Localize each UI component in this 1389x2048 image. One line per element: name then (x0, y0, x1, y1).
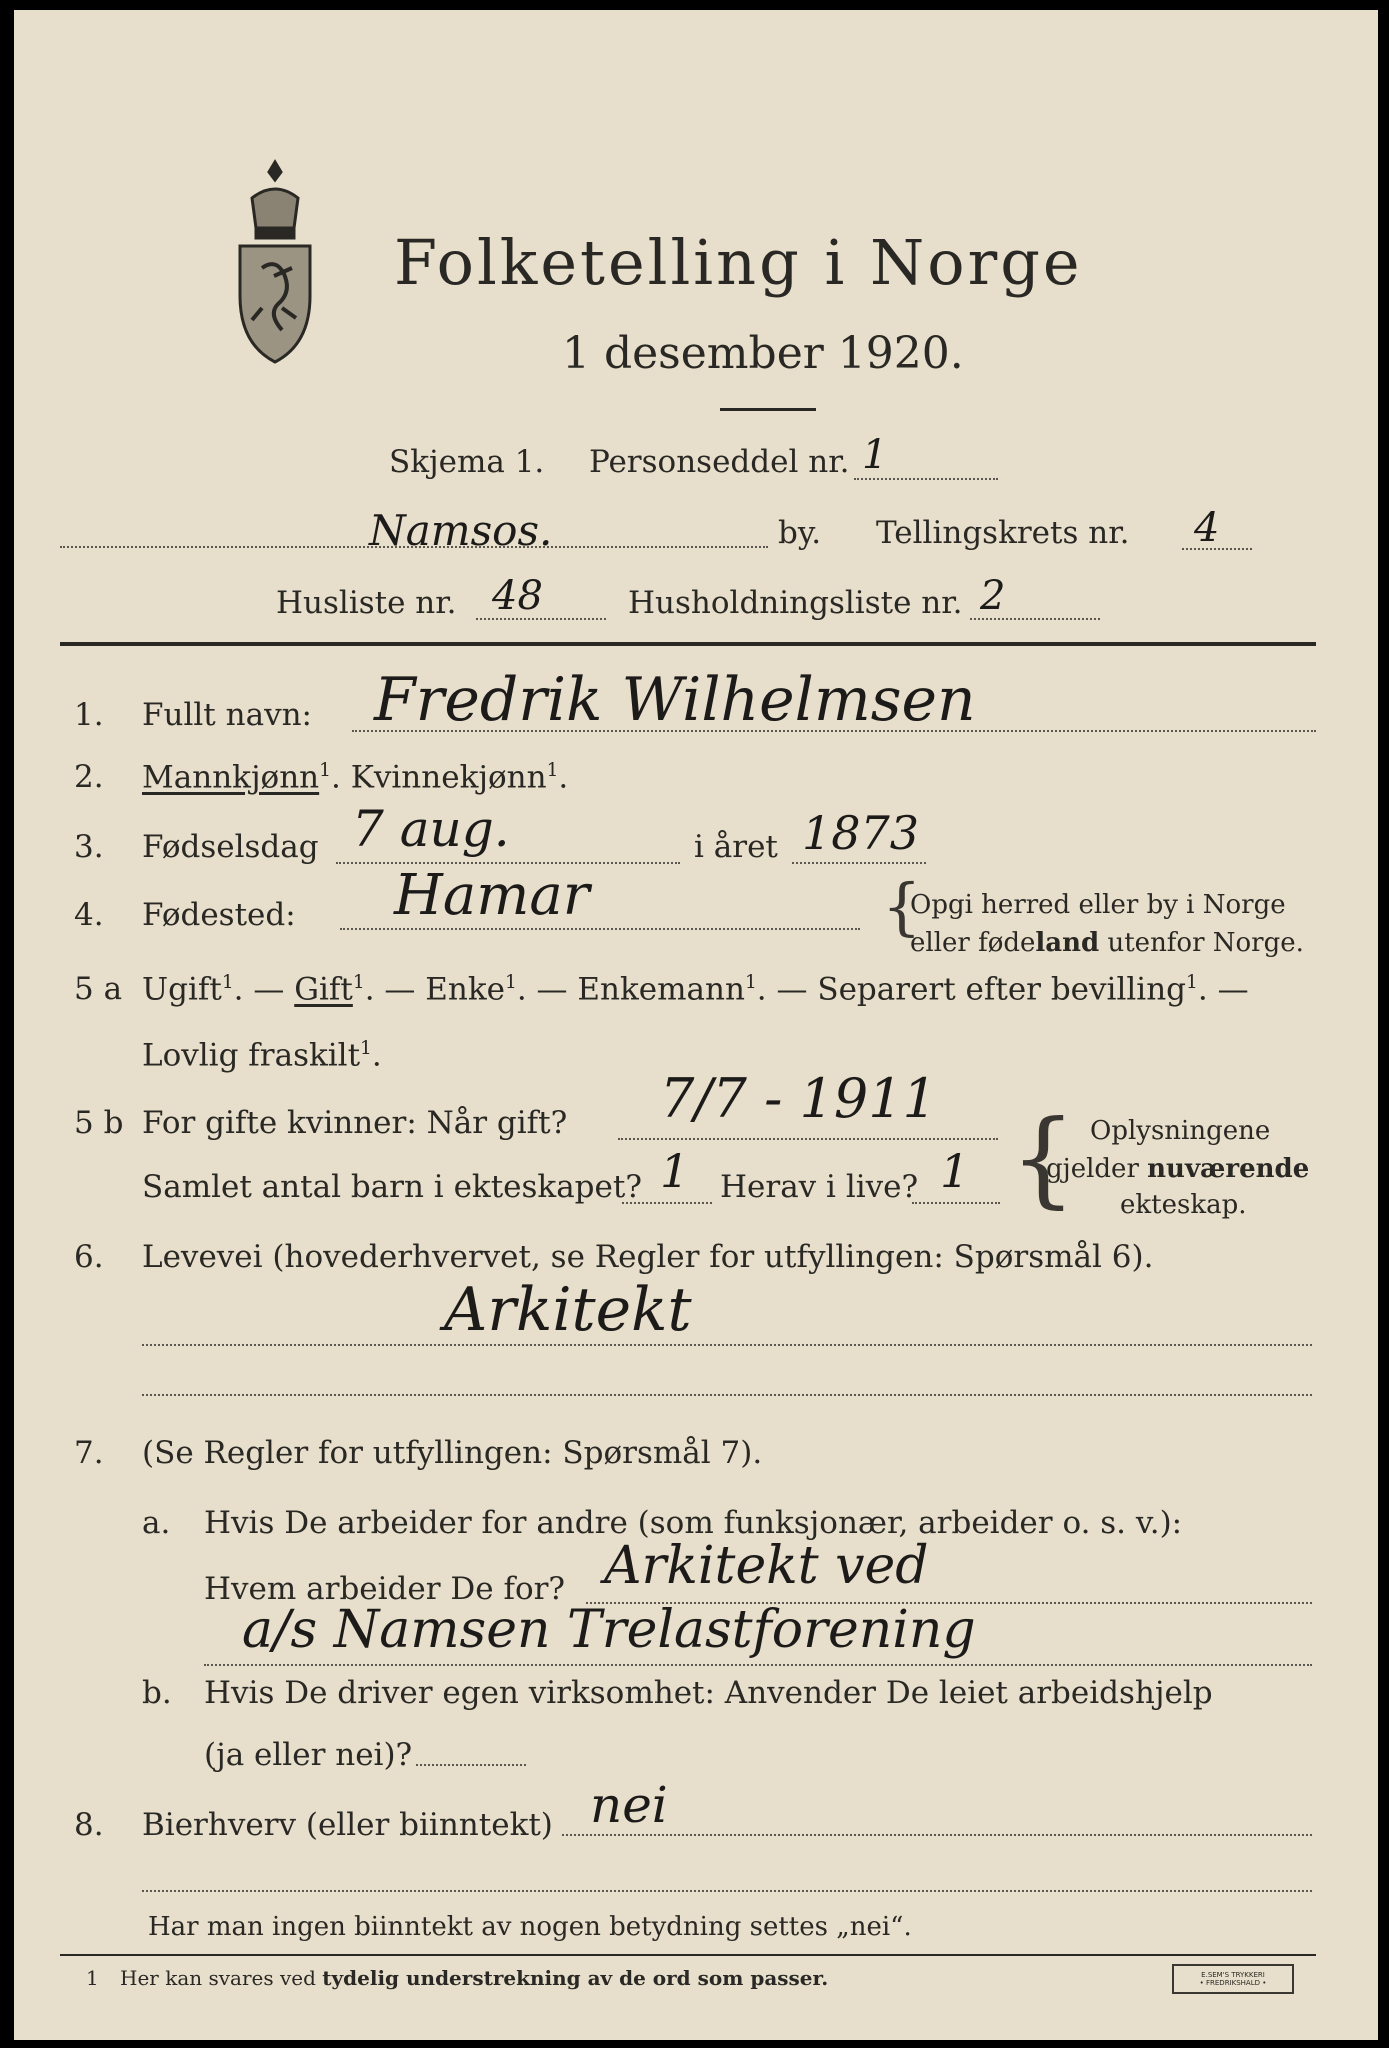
census-date: 1 desember 1920. (562, 328, 964, 379)
gender-female-option: Kvinnekjønn (350, 759, 547, 796)
q1-label: Fullt navn: (142, 697, 312, 733)
married-date-line (618, 1138, 998, 1140)
q6-label: Levevei (hovederhvervet, se Regler for utfyllingen: Spørsmål 6). (142, 1239, 1154, 1275)
footnote-text (120, 1968, 828, 1988)
personseddel-line (854, 478, 998, 480)
q5b-note2-b: nuværende (1147, 1154, 1310, 1184)
q4-number: 4. (74, 897, 104, 933)
q3-label: Fødselsdag (142, 829, 319, 865)
fraskilt-footnote: 1 (360, 1038, 372, 1059)
marital-enkemann: Enkemann (577, 971, 745, 1008)
marital-separert: Separert efter bevilling (817, 971, 1187, 1008)
employer-label: Hvem arbeider De for? (204, 1571, 566, 1607)
q2-options (142, 759, 569, 796)
q6-number: 6. (74, 1239, 104, 1275)
husliste-label: Husliste nr. (276, 585, 457, 621)
q8-label: Bierhverv (eller biinntekt) (142, 1807, 553, 1843)
q7a-text: Hvis De arbeider for andre (som funksjonær, arbeider o. s. v.): (204, 1505, 1183, 1541)
printer-stamp-line1: E.SEM'S TRYKKERI (1201, 1971, 1265, 1979)
q2-female-footnote: 1 (546, 760, 559, 781)
birth-year-line (792, 862, 926, 864)
q8-number: 8. (74, 1807, 104, 1843)
q4-note-c: utenfor Norge. (1099, 928, 1304, 958)
footnote-a: Her kan svares ved (120, 1966, 323, 1990)
tellingskrets-label: Tellingskrets nr. (876, 515, 1130, 551)
marital-options (142, 971, 1249, 1008)
q7-label: (Se Regler for utfyllingen: Spørsmål 7). (142, 1435, 763, 1471)
husholdning-label: Husholdningsliste nr. (628, 585, 963, 621)
q7b-text: Hvis De driver egen virksomhet: Anvender De leiet arbeidshjelp (204, 1675, 1213, 1711)
extra-line (142, 1890, 1312, 1892)
children-value: 1 (660, 1144, 690, 1198)
q5b-note-line1: Oplysningene (1090, 1116, 1271, 1146)
schema-label: Skjema 1. (389, 444, 545, 480)
q5b-label: For gifte kvinner: Når gift? (142, 1105, 568, 1141)
birth-year-value: 1873 (802, 806, 920, 860)
footer-rule (60, 1954, 1316, 1956)
q4-note-a: eller føde (910, 928, 1036, 958)
printer-stamp-line2: • FREDRIKSHALD • (1199, 1979, 1267, 1987)
header-rule (60, 642, 1316, 646)
alive-label: Herav i live? (720, 1169, 919, 1205)
married-date-value: 7/7 - 1911 (660, 1067, 937, 1130)
personseddel-value: 1 (862, 432, 888, 478)
children-label: Samlet antal barn i ekteskapet? (142, 1169, 642, 1205)
q4-brace: { (882, 870, 922, 943)
gift-footnote: 1 (352, 972, 365, 993)
q7b-text2: (ja eller nei)? (204, 1737, 413, 1773)
coat-of-arms-icon (222, 158, 328, 372)
sep-4: . — (756, 971, 818, 1008)
full-name-value: Fredrik Wilhelmsen (374, 665, 976, 735)
employer-line-2 (204, 1664, 1312, 1666)
q3-number: 3. (74, 829, 104, 865)
q2-female-dot: . (558, 759, 569, 796)
husholdning-line (970, 618, 1100, 620)
tellingskrets-line (1182, 548, 1252, 550)
birth-date-value: 7 aug. (352, 800, 510, 858)
footer-note: Har man ingen biinntekt av nogen betydning settes „nei“. (148, 1912, 912, 1942)
marital-ugift: Ugift (142, 971, 222, 1008)
sep-3: . — (516, 971, 578, 1008)
gender-male-option: Mannkjønn (142, 759, 320, 796)
husholdning-value: 2 (980, 573, 1006, 619)
marital-fraskilt-row: Lovlig fraskilt$^1$. (142, 1037, 382, 1074)
q4-label: Fødested: (142, 897, 296, 933)
q7a-letter: a. (142, 1505, 171, 1541)
q5b-note-line3: ekteskap. (1120, 1190, 1247, 1220)
q5b-brace: { (1010, 1097, 1077, 1219)
q2-male-footnote: 1 (319, 760, 331, 781)
occupation-line-1 (142, 1344, 1312, 1346)
q2-male-dot: . (331, 759, 341, 796)
title-divider (720, 408, 816, 411)
q5b-number: 5 b (74, 1105, 124, 1141)
employer-value-2: a/s Namsen Trelastforening (242, 1600, 976, 1660)
tellingskrets-value: 4 (1194, 505, 1220, 551)
footnote-b: tydelig understrekning av de ord som passer. (322, 1966, 829, 1990)
alive-line (912, 1202, 1000, 1204)
printer-stamp (1172, 1964, 1294, 1994)
q4-note-line2 (910, 930, 1304, 956)
sep-end: . — (1197, 971, 1249, 1008)
q5a-number: 5 a (74, 971, 123, 1007)
ugift-footnote: 1 (221, 972, 234, 993)
marital-enke: Enke (425, 971, 505, 1008)
side-income-line (562, 1834, 1312, 1836)
personseddel-label: Personseddel nr. (589, 444, 850, 480)
occupation-value: Arkitekt (444, 1275, 692, 1345)
full-name-line (352, 730, 1316, 732)
marital-fraskilt: Lovlig fraskilt (142, 1037, 361, 1074)
census-form (14, 10, 1378, 2040)
q4-note-b: land (1035, 928, 1100, 958)
q1-number: 1. (74, 697, 104, 733)
city-suffix: by. (778, 515, 822, 551)
q7b-letter: b. (142, 1675, 172, 1711)
q2-number: 2. (74, 759, 104, 795)
q4-note-line1: Opgi herred eller by i Norge (910, 890, 1286, 920)
footnote-mark: 1 (86, 1966, 99, 1990)
q5b-note2-a: gjelder (1046, 1154, 1148, 1184)
husliste-value: 48 (492, 573, 543, 619)
alive-value: 1 (940, 1144, 970, 1198)
occupation-line-2 (142, 1394, 1312, 1396)
hired-help-line (416, 1764, 526, 1766)
q5b-note-line2 (1046, 1156, 1309, 1182)
birth-place-line (340, 928, 860, 930)
husliste-line (476, 618, 606, 620)
enke-footnote: 1 (504, 972, 517, 993)
separert-footnote: 1 (1186, 972, 1198, 993)
sep-2: . — (364, 971, 426, 1008)
employer-value-1: Arkitekt ved (604, 1536, 929, 1596)
q3-year-label: i året (694, 829, 778, 865)
q7-number: 7. (74, 1435, 104, 1471)
sep-1: . — (233, 971, 295, 1008)
side-income-value: nei (590, 1776, 668, 1834)
city-value: Namsos. (369, 506, 553, 555)
enkemann-footnote: 1 (744, 972, 757, 993)
marital-gift: Gift (294, 971, 353, 1008)
form-title: Folketelling i Norge (394, 226, 1083, 299)
children-line (622, 1202, 712, 1204)
birth-place-value: Hamar (394, 863, 590, 928)
